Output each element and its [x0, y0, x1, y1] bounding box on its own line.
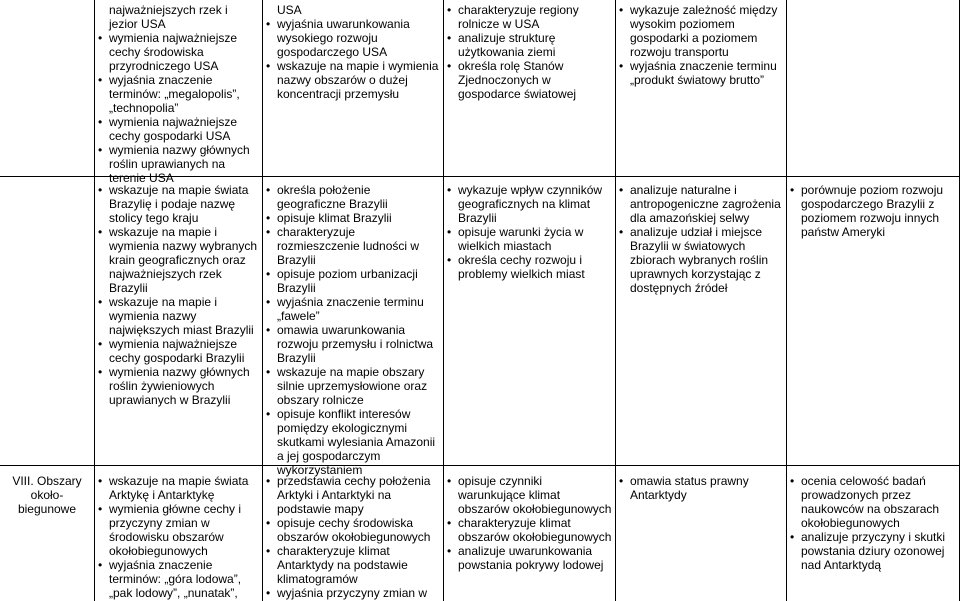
column-divider — [94, 0, 95, 601]
col3-bottom-cell — [265, 474, 440, 600]
col5-bottom-cell — [618, 474, 783, 502]
requirement-item: • wymienia najważniejsze cechy gospodarki USA — [97, 115, 259, 143]
requirement-item: • opisuje czynniki warunkujące klimat obszarów okołobiegunowych — [446, 474, 612, 516]
col4-bottom-cell — [446, 474, 612, 572]
requirement-item: • analizuje strukturę użytkowania ziemi — [446, 31, 612, 59]
requirement-item: • opisuje cechy środowiska obszarów okołobiegunowych — [265, 516, 440, 544]
requirement-item: • wyjaśnia znaczenie terminów: „góra lodowa”, „pak lodowy”, „nunatak”, — [97, 558, 259, 600]
requirement-item: najważniejszych rzek i jezior USA — [109, 3, 228, 31]
requirement-item: • charakteryzuje regiony rolnicze w USA — [446, 3, 612, 31]
requirement-item: • wyjaśnia przyczyny zmian w — [265, 586, 440, 600]
requirement-item: • charakteryzuje rozmieszczenie ludności w Brazylii — [265, 225, 440, 267]
requirement-item: • wskazuje na mapie świata Arktykę i Antarktykę — [97, 474, 259, 502]
requirement-item: • omawia status prawny Antarktydy — [618, 474, 783, 502]
requirement-item: • wykazuje zależność między wysokim poziomem gospodarki a poziomem rozwoju transportu — [618, 3, 783, 59]
column-divider — [615, 0, 616, 601]
requirement-item: • wymienia najważniejsze cechy gospodarki Brazylii — [97, 337, 259, 365]
requirement-item: • wskazuje na mapie świata Brazylię i podaje nazwę stolicy tego kraju — [97, 183, 259, 225]
requirement-item: • wykazuje wpływ czynników geograficznych na klimat Brazylii — [446, 183, 612, 225]
requirement-item: • wymienia najważniejsze cechy środowiska przyrodniczego USA — [97, 31, 259, 73]
row-divider — [0, 465, 960, 466]
requirement-item: • przedstawia cechy położenia Arktyki i Antarktyki na podstawie mapy — [265, 474, 440, 516]
requirement-item: • opisuje konflikt interesów pomiędzy ekologicznymi skutkami wylesiania Amazonii a jej gospodarczym wykorzystaniem — [265, 407, 440, 477]
requirement-item: • charakteryzuje klimat Antarktydy na podstawie klimatogramów — [265, 544, 440, 586]
col5-top-cell — [618, 3, 783, 87]
requirement-item: • charakteryzuje klimat obszarów okołobiegunowych — [446, 516, 612, 544]
requirement-item: • ocenia celowość badań prowadzonych przez naukowców na obszarach okołobiegunowych — [789, 474, 956, 530]
requirement-item: • wskazuje na mapie obszary silnie uprzemysłowione oraz obszary rolnicze — [265, 365, 440, 407]
requirement-item: • analizuje uwarunkowania powstania pokrywy lodowej — [446, 544, 612, 572]
requirement-item: • omawia uwarunkowania rozwoju przemysłu i rolnictwa Brazylii — [265, 323, 440, 365]
col2-mid-cell — [97, 183, 259, 407]
requirement-item: • opisuje poziom urbanizacji Brazylii — [265, 267, 440, 295]
requirement-item: • opisuje klimat Brazylii — [265, 211, 440, 225]
section-title — [2, 474, 92, 516]
col6-mid-cell — [789, 183, 956, 239]
requirement-item: • wyjaśnia znaczenie terminu „produkt światowy brutto” — [618, 59, 783, 87]
requirement-item: • określa cechy rozwoju i problemy wielkich miast — [446, 253, 612, 281]
col6-bottom-cell — [789, 474, 956, 572]
requirement-item: • analizuje przyczyny i skutki powstania dziury ozonowej nad Antarktydą — [789, 530, 956, 572]
col3-mid-cell — [265, 183, 440, 477]
requirement-item: • określa rolę Stanów Zjednoczonych w gospodarce światowej — [446, 59, 612, 101]
section-title-line: około- — [30, 488, 64, 502]
col4-top-cell — [446, 3, 612, 101]
requirement-item: • wymienia nazwy głównych roślin żywieniowych uprawianych w Brazylii — [97, 365, 259, 407]
requirement-item: • wymienia główne cechy i przyczyny zmian w środowisku obszarów okołobiegunowych — [97, 502, 259, 558]
section-title-line: biegunowe — [17, 502, 77, 516]
col4-mid-cell — [446, 183, 612, 281]
requirement-item: • wskazuje na mapie i wymienia nazwy obszarów o dużej koncentracji przemysłu — [265, 59, 440, 101]
requirement-item: • wymienia nazwy głównych roślin uprawianych na terenie USA — [97, 143, 259, 185]
requirement-item: • określa położenie geograficzne Brazylii — [265, 183, 440, 211]
requirement-item: • analizuje naturalne i antropogeniczne zagrożenia dla amazońskiej selwy — [618, 183, 783, 225]
requirement-item: • opisuje warunki życia w wielkich miastach — [446, 225, 612, 253]
col5-mid-cell — [618, 183, 783, 295]
requirement-item: USA — [277, 3, 302, 17]
column-divider — [262, 0, 263, 601]
col2-top-cell — [97, 3, 259, 185]
col2-bottom-cell — [97, 474, 259, 600]
requirement-item: • porównuje poziom rozwoju gospodarczego Brazylii z poziomem rozwoju innych państw Ameryki — [789, 183, 956, 239]
requirement-item: • wyjaśnia znaczenie terminów: „megalopolis”, „technopolia” — [97, 73, 259, 115]
column-divider — [443, 0, 444, 601]
requirement-item: • wyjaśnia uwarunkowania wysokiego rozwoju gospodarczego USA — [265, 17, 440, 59]
requirement-item: • analizuje udział i miejsce Brazylii w światowych zbiorach wybranych roślin uprawnych korzystając z dostępnych źródeł — [618, 225, 783, 295]
requirement-item: • wyjaśnia znaczenie terminu „fawele” — [265, 295, 440, 323]
requirement-item: • wskazuje na mapie i wymienia nazwy wybranych krain geograficznych oraz najważniejszych rzek Brazylii — [97, 225, 259, 295]
col3-top-cell — [265, 3, 440, 101]
section-title-line: VIII. Obszary — [12, 474, 82, 488]
requirement-item: • wskazuje na mapie i wymienia nazwy największych miast Brazylii — [97, 295, 259, 337]
column-divider — [786, 0, 787, 601]
